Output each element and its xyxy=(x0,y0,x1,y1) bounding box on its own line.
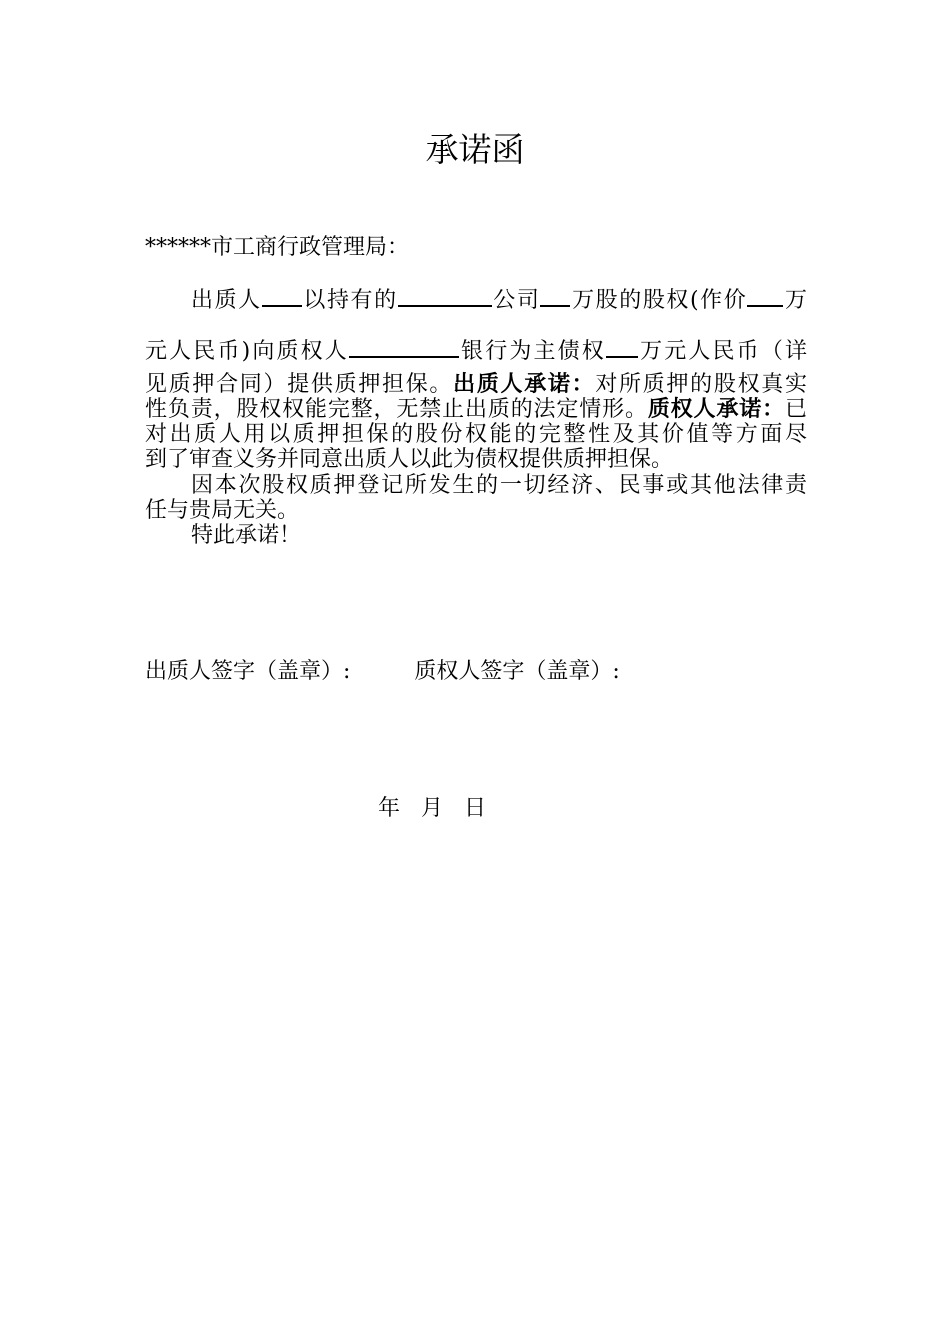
paragraph-1-line-1 xyxy=(145,283,807,313)
blank-field[interactable] xyxy=(262,283,302,307)
date-day: 日 xyxy=(464,796,487,821)
date-month: 月 xyxy=(421,796,444,821)
text-segment: 已 xyxy=(784,397,807,422)
text-line: 因本次股权质押登记所发生的一切经济、民事或其他法律责 xyxy=(191,473,807,498)
pledgor-signature-label: 出质人签字（盖章）: xyxy=(145,659,351,684)
date-line xyxy=(378,794,486,824)
text-line: 到了审查义务并同意出质人以此为债权提供质押担保。 xyxy=(145,447,674,472)
text-segment: 万股的股权(作价 xyxy=(570,288,748,313)
text-line xyxy=(145,283,807,313)
text-segment: 银行为主债权 xyxy=(458,339,606,364)
text-line xyxy=(145,334,807,364)
text-segment: 公司 xyxy=(491,288,541,313)
paragraph-1-line-2 xyxy=(145,334,807,364)
text-segment: 万 xyxy=(783,288,807,313)
blank-field[interactable] xyxy=(398,283,492,307)
pledgor-commitment-label: 出质人承诺： xyxy=(453,371,596,397)
text-segment: 见质押合同）提供质押担保。 xyxy=(145,372,454,397)
text-segment: 出质人 xyxy=(191,288,262,313)
date-year: 年 xyxy=(378,796,401,821)
blank-field[interactable] xyxy=(349,334,459,358)
text-segment: 对所质押的股权真实 xyxy=(595,372,807,397)
pledgee-signature-label: 质权人签字（盖章）: xyxy=(414,659,620,684)
paragraph-2 xyxy=(145,473,807,523)
text-segment: 性负责，股权权能完整，无禁止出质的法定情形。 xyxy=(145,397,648,422)
text-line xyxy=(145,397,807,422)
text-line xyxy=(145,372,807,397)
text-line: 对出质人用以质押担保的股份权能的完整性及其价值等方面尽 xyxy=(145,422,807,447)
paragraph-3 xyxy=(145,523,807,548)
text-segment: 元人民币)向质权人 xyxy=(145,339,349,364)
addressee: ******市工商行政管理局： xyxy=(145,235,410,260)
paragraph-1-continued xyxy=(145,372,807,472)
blank-field[interactable] xyxy=(540,283,570,307)
blank-field[interactable] xyxy=(747,283,783,307)
signature-row xyxy=(145,657,620,687)
pledgee-commitment-label: 质权人承诺： xyxy=(647,396,785,422)
blank-field[interactable] xyxy=(606,334,638,358)
document-title: 承诺函 xyxy=(425,130,525,169)
text-segment: 以持有的 xyxy=(301,288,398,313)
text-line: 任与贵局无关。 xyxy=(145,498,300,523)
text-segment: 万元人民币（详 xyxy=(637,339,807,364)
closing-statement: 特此承诺！ xyxy=(191,523,302,548)
